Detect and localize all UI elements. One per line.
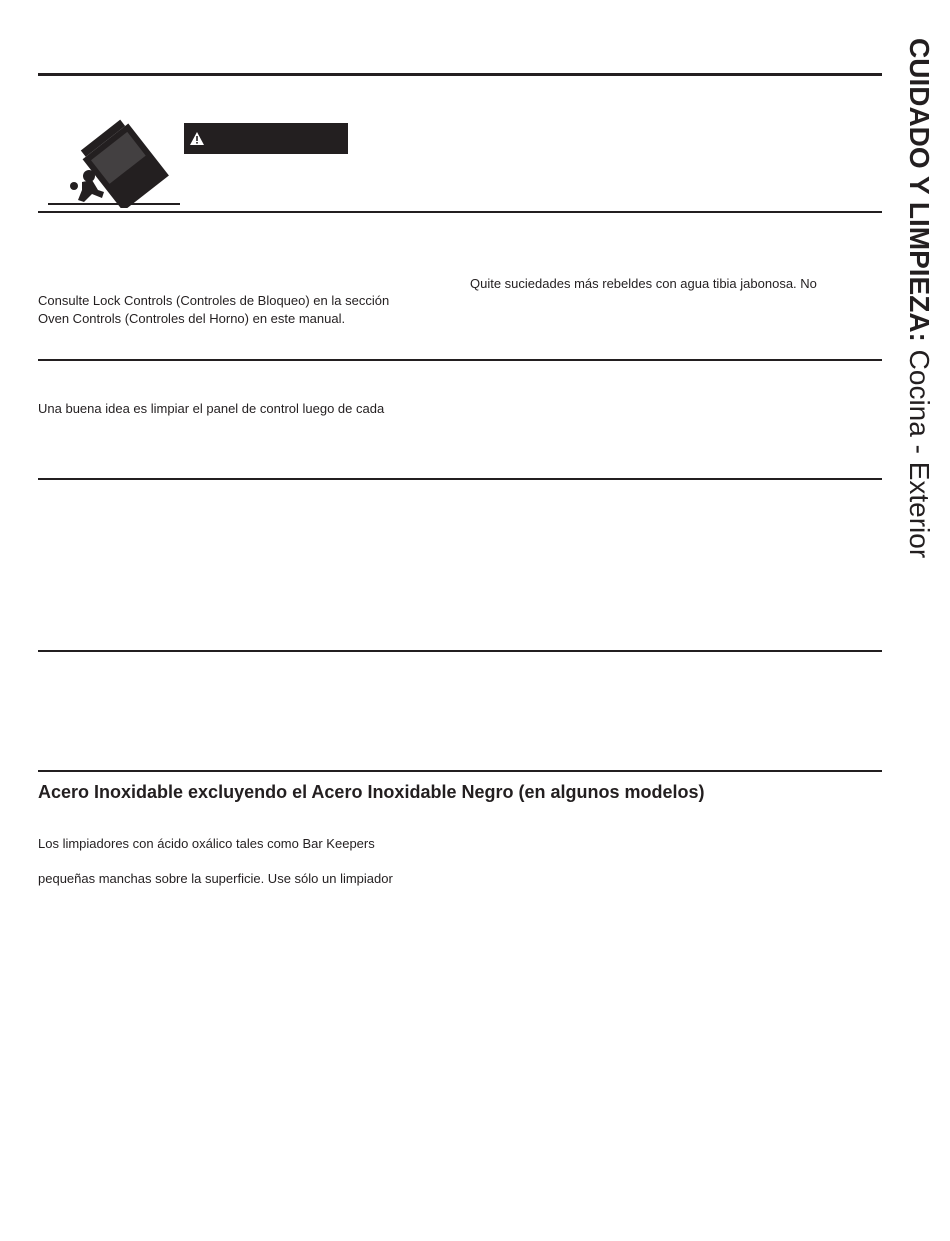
side-title-bold: CUIDADO Y LIMPIEZA: (904, 38, 935, 342)
warning-triangle-icon (190, 132, 204, 145)
top-rule (38, 73, 882, 76)
stainless-line-1: Los limpiadores con ácido oxálico tales como Bar Keepers (38, 836, 375, 851)
anti-tip-hazard-illustration (34, 108, 180, 208)
lock-controls-line-2: Oven Controls (Controles del Horno) en este manual. (38, 311, 346, 326)
warning-label (184, 123, 348, 154)
section-rule-2 (38, 359, 882, 361)
stainless-heading: Acero Inoxidable excluyendo el Acero Inoxidable Negro (en algunos modelos) (38, 782, 705, 802)
section-rule-5 (38, 770, 882, 772)
stubborn-soil-text: Quite suciedades más rebeldes con agua tibia jabonosa. No (470, 276, 817, 291)
section-rule-4 (38, 650, 882, 652)
section-rule-1 (38, 211, 882, 213)
control-panel-text: Una buena idea es limpiar el panel de control luego de cada (38, 401, 385, 416)
side-title-light: Cocina - Exterior (904, 349, 935, 559)
stainless-line-2: pequeñas manchas sobre la superficie. Use sólo un limpiador (38, 871, 393, 886)
section-side-title (902, 38, 936, 558)
lock-controls-line-1: Consulte Lock Controls (Controles de Bloqueo) en la sección (38, 293, 390, 308)
section-rule-3 (38, 478, 882, 480)
